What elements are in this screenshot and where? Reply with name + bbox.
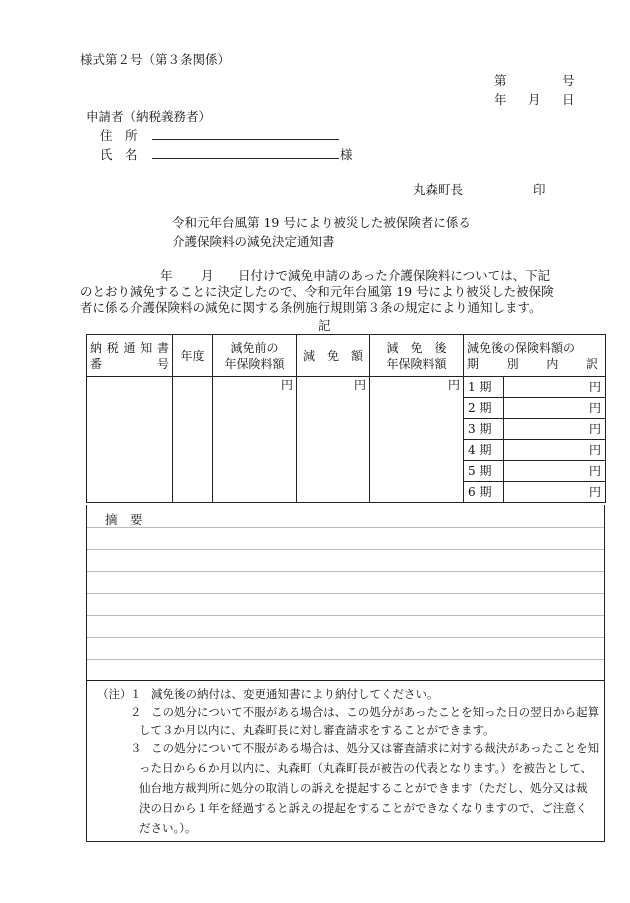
period-label-6: 6 期 [464,482,504,503]
body-line-1: 日付けで減免申請のあった介護保険料については、下記 [238,268,551,283]
note-1-text: 減免後の納付は、変更通知書により納付してください。 [151,687,439,701]
remarks-line [87,593,604,594]
name-underline[interactable] [152,158,339,159]
address-label: 住 所 [100,128,138,143]
remarks-line [87,549,604,550]
period-label-2: 2 期 [464,398,504,419]
reduction-table [86,334,606,503]
header-period-breakdown: 減免後の保険料額の 期 別 内 訳 [464,335,606,377]
cell-year[interactable] [173,377,213,503]
notes-section [86,680,605,842]
yen-unit: 円 [447,378,460,392]
note-3-line-5: ださい。）。 [139,821,197,835]
title-line-2: 介護保険料の減免決定通知書 [172,234,335,249]
yen-unit: 円 [353,378,366,392]
date-year: 年 [494,92,507,107]
note-2-line-1: この処分について不服がある場合は、この処分があったことを知った日の翌日から起算 [151,705,600,719]
number-dai: 第 [494,73,507,88]
remarks-section[interactable] [86,505,605,680]
remarks-line [87,615,604,616]
header-after-premium: 減 免 後 年保険料額 [370,335,464,377]
note-1-number: １ [130,687,142,701]
header-reduction-amount: 減 免 額 [297,335,370,377]
note-3-number: ３ [130,741,142,755]
period-amount-5[interactable]: 円 [504,461,606,482]
header-year: 年度 [173,335,213,377]
number-go: 号 [562,73,575,88]
remarks-line [87,659,604,660]
yen-unit: 円 [280,378,293,392]
mayor-title: 丸森町長 [413,182,464,197]
period-amount-2[interactable]: 円 [504,398,606,419]
note-2-number: ２ [130,705,142,719]
note-3-line-1: この処分について不服がある場合は、処分又は審査請求に対する裁決があったことを知 [151,741,600,755]
period-label-1: 1 期 [464,377,504,398]
cell-after-premium[interactable] [370,377,464,503]
seal-mark: 印 [533,182,546,197]
ki-label: 記 [318,318,331,333]
cell-before-premium[interactable] [213,377,297,503]
period-label-4: 4 期 [464,440,504,461]
remarks-line [87,527,604,528]
period-label-3: 3 期 [464,419,504,440]
date-month: 月 [528,92,541,107]
remarks-label: 摘 要 [105,512,143,527]
period-amount-4[interactable]: 円 [504,440,606,461]
applicant-label: 申請者（納税義務者） [86,109,212,124]
note-2-line-2: して３か月以内に、丸森町長に対し審査請求をすることができます。 [139,723,495,737]
body-month: 月 [201,268,214,283]
body-year: 年 [160,268,173,283]
remarks-line [87,571,604,572]
period-label-5: 5 期 [464,461,504,482]
period-amount-6[interactable]: 円 [504,482,606,503]
body-line-3: 者に係る介護保険料の減免に関する条例施行規則第３条の規定により通知します。 [80,300,542,315]
note-3-line-4: 決の日から１年を経過すると訴えの提起をすることができなくなりますので、ご注意く [139,801,588,815]
name-label: 氏 名 [100,147,138,162]
header-notice-number: 納 税 通 知 書 番 号 [87,335,173,377]
header-before-premium: 減免前の 年保険料額 [213,335,297,377]
date-day: 日 [562,92,575,107]
form-number: 様式第２号（第３条関係） [80,52,231,67]
period-amount-1[interactable]: 円 [504,377,606,398]
note-3-line-2: った日から６か月以内に、丸森町（丸森町長が被告の代表となります。）を被告として、 [139,761,593,775]
remarks-line [87,637,604,638]
notes-prefix: （注） [97,687,132,701]
cell-notice-number[interactable] [87,377,173,503]
body-line-2: のとおり減免することに決定したので、令和元年台風第 19 号により被災した被保険 [80,284,554,299]
cell-reduction-amount[interactable] [297,377,370,503]
note-3-line-3: 仙台地方裁判所に処分の取消しの訴えを提起することができます（ただし、処分又は裁 [139,781,588,795]
address-underline[interactable] [152,139,339,140]
title-line-1: 令和元年台風第 19 号により被災した被保険者に係る [172,215,471,230]
honorific: 様 [340,147,353,162]
period-amount-3[interactable]: 円 [504,419,606,440]
